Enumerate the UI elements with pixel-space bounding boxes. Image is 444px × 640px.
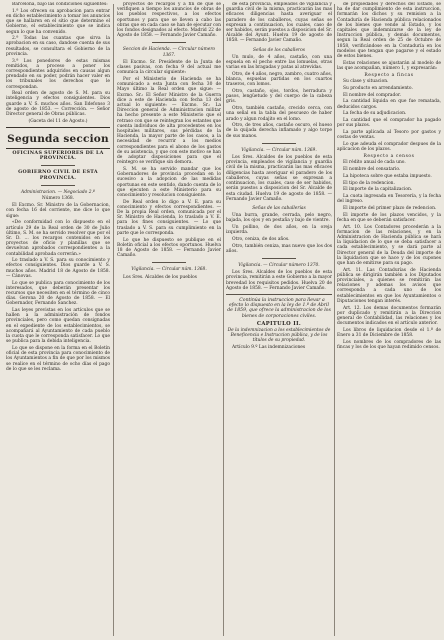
subsection-heading: GOBIERNO CIVIL DE ESTA PROVINCIA.: [18, 169, 98, 181]
list-item: Su clase y situacion.: [343, 79, 389, 85]
censos-list: [337, 160, 441, 223]
list-item: El importe del primer plazo de redencion.: [343, 205, 437, 211]
section-heading: Vigilancia. — Circular núm. 1369.: [241, 147, 317, 153]
paragraph: Artículo 9.º Las indemnizaciones: [232, 345, 306, 351]
list-item: La fecha de su adjudicacion.: [343, 111, 407, 117]
list-item: La hipoteca sobre que estaba impuesto.: [343, 173, 432, 179]
column-divider: [113, 4, 114, 636]
paragraph: Otro, también castaño, crecido cerca, con una señal en la tabla del pescuezo de haber arado y algun rodajito en el lomo.: [226, 106, 332, 122]
column-4: [337, 2, 441, 638]
paragraph: Los libros de liquidacion desde el 1.º de Enero a 31 de Diciembre de 1858.: [337, 327, 441, 339]
divider: [262, 143, 296, 144]
divider: [226, 294, 332, 295]
paragraph: Art. 12. Los demas documentos formarán por duplicado y remitirán a la Direccion general de Contabilidad, las relaciones y los documentos indicados en el artículo anterior.: [337, 305, 441, 327]
paragraph: Lo traslado a V. S. para su conocimiento y efectos consiguientes. Dios guarde a V. S. muchos años. Madrid 18 de Agosto de 1858. — Cánovas.: [6, 258, 110, 279]
gaceta-reference: (Gaceta del 11 de Agosto.): [28, 118, 88, 124]
negociado-label: Administracion. — Negociado 2.º: [21, 189, 95, 195]
paragraph: de esta provincia, empleados de vigilancia y guardia civil de la misma, practicarán las mas eficaces diligencias hasta averiguar el paradero de los caballeros, cuyas señas se expresan a continuacion, los cuales, caso de ser habidos, serán puestos a disposicion del Sr. Alcalde del Ayunt. Huelva 19 de agosto de 1858. — Fernando Javier Camaño.: [226, 2, 332, 44]
column-divider: [334, 4, 335, 636]
divider: [41, 165, 75, 166]
subsection-heading: OFICINAS SUPERIORES DE LA PROVINCIA.: [12, 149, 104, 162]
paragraph: Una burra, grande, cerrada, pelo negro, bajada, los ojos y en pestaña y bajo de vientre.: [226, 213, 332, 224]
paragraph: S. M. se ha servido mandar que los Gobernadores de provincia procedan en lo sucesivo a la adopcion de las medidas oportunas en este sentido, dando cuenta de lo que ejecuten a este Ministerio para su conocimiento y resolucion consiguiente.: [117, 166, 221, 198]
list-heading: Respecto a fincas: [364, 72, 414, 78]
paragraph: Estas relaciones se ajustarán al modelo de las que acompañan, número 1, y expresarán:: [337, 60, 441, 71]
list-item: La parte aplicada al Tesoro por gastos y costas de ventas.: [337, 129, 441, 141]
column-divider: [223, 4, 224, 636]
divider: [41, 185, 75, 186]
paragraph: «De conformidad con lo dispuesto en el artículo 29 de la Real orden de 30 de Julio último, S. M. se ha servido resolver que por el Sr. D. ... los recargos contenidos en los proyectos de oficio y planillas que se devuelvan aprobados correspondientes a la contabilidad aprobada correrán.»: [6, 220, 110, 257]
list-item: El rédito anual de cada uno.: [343, 160, 406, 166]
paragraph: Art. 11. Las Contadurías de Hacienda pública se dirigirán también a los Diputados provinciales, a quienes se remitirán las relaciones y ademas los avisos que corresponda a cada uno de los establecimientos en que los Ayuntamientos o Diputaciones tengan interés.: [337, 267, 441, 304]
paragraph: Barcelona, bajo las condiciones siguientes:: [12, 2, 108, 7]
divider: [152, 42, 186, 43]
paragraph: de propiedades y derechos del Estado, se ha de dar cumplimiento de esta instruccion, formarán los dichos y su remision a la Contaduría de Hacienda pública relacionados de los bienes que vende al Estado, y los capitales que indemnizarse de la ley de Instruccion pública, y demás documentos, segun la Real orden de 25 de Octubre de 1858, verificándose en la Contaduría en los modelos que tengan que pagarse y el estado de estos bienes.: [337, 2, 441, 60]
list-item: El tipo de la redencion.: [343, 180, 395, 186]
divider: [152, 262, 186, 263]
section-heading: Vigilancia. — Circular núm. 1368.: [131, 267, 207, 273]
paragraph: Por el Ministerio de Hacienda se ha comunicado a esta Junta con fecha 30 de Mayo último la Real orden que sigue: — Excmo. Sr.: El Señor Ministro de la Guerra dice a este de Hacienda con fecha 13 del actual lo siguiente: — Excmo. Sr.: La Direccion general de Administracion militar ha hecho presente a este Ministerio que el retraso con que se reintegran los estantes que cuenta individuos de alta procedentes en los hospitales militares, sus pérdidas de la Hacienda, la mayor parte de los casos, a la necesidad de recurrir a los medios correspondientes para el abono de los gastos de su asistencia, y que con este motivo se han de adoptar disposiciones para que el reintegro se verifique sin demora.: [117, 76, 221, 166]
paragraph: Los Sres. Alcaldes de los pueblos: [123, 274, 197, 280]
section-heading: Seccion de Hacienda. — Circular número 1367.: [122, 47, 216, 58]
section-title: Segunda seccion: [7, 132, 109, 145]
paragraph: Lo que se dispone en la forma en el Boletín oficial de esta provincia para conocimiento de los Ayuntamientos a fin de que por los mismos se realice en el término de ocho días el pago de lo que se les reclama.: [6, 345, 110, 372]
list-item: El importe de los plazos vencidos, y la fecha en que se deberán satisfacer.: [337, 212, 441, 223]
list-item: La cuota ingresada en Tesorería, y la fecha del ingreso.: [337, 194, 441, 205]
paragraph: Un pollino, de dos años, en la oreja izquierda.: [226, 225, 332, 236]
column-2: [117, 2, 221, 638]
column-1: [6, 2, 110, 638]
paragraph: 2.ª Todas las cuantas que sirva la aprobacion en su caso, dandose cuenta de sus resultados, se consultara el Gobierno de la provincia.: [6, 36, 110, 57]
paragraph: Otro, de tres años, castaño oscuro, el hueso de la quijada derecha inflamado y algo torpe de sus manos.: [226, 123, 332, 139]
list-item: El importe de la capitalizacion.: [343, 187, 413, 193]
paragraph: El Excmo. Sr. Ministro de la Gobernacion, con fecha 16 del corriente, me dice lo que sigue:: [6, 203, 110, 219]
paragraph: Otro, castaño, ojos, tordos, herradura y pasos, lengüetudo y del cuerpo de la cabeza gris.: [226, 89, 332, 105]
paragraph: Los Sres. Alcaldes de los pueblos de esta provincia, empleados de vigilancia y guardia civil de la misma, practicarán las mas eficaces diligencias hasta averiguar el paradero de los caballeros, cuyas señas se expresan a continuacion, los cuales, caso de ser habidos, serán puestos a disposicion del Sr. Alcalde de esta ciudad. Huelva 19 de agosto de 1858. — Fernando Javier Camaño.: [226, 155, 332, 202]
paragraph: Otro, también ceniza, mas nuevo que los dos años.: [226, 243, 332, 254]
instruction-heading: Continúa la instruccion para llevar a efecto lo dispuesto en la ley de 1.º de Abril de 1859, que ofrece la administracion de los bienes de corporaciones civiles.: [227, 298, 331, 319]
paragraph: De Real orden lo digo a V. E. para su conocimiento y efectos correspondientes. — De la propia Real orden, comunicada por el Sr. Ministro de Hacienda, lo traslado a V. E. para los fines consiguientes. — Lo que traslado a V. S. para su cumplimiento en la parte que le corresponda.: [117, 199, 221, 236]
paragraph: 3.ª Los ponedores de estas mismas remitidos, a proceso a poner los correspondientes adquiridos en causas algun prendado en su poder, podrán hacer valer en los tribunales los derechos que le correspondan.: [6, 58, 110, 90]
section-heading: Vigilancia. — Circular número 1370.: [238, 263, 320, 269]
divider: [262, 258, 296, 259]
section-heading: Señas de las caballerías: [252, 205, 306, 211]
paragraph: Un mulo, de 4 años, castaño, con una espuela en el pecho entre las lomuelas, otras varias en las bragadas y patas al atrevidas.: [226, 54, 332, 71]
divider: [6, 127, 110, 128]
list-item: La cantidad líquida en que fue rematada, deducidos cargos.: [337, 99, 441, 110]
chapter-title: CAPITULO II.: [256, 320, 302, 327]
paragraph: Real orden de agosto de S. M. para su inteligencia y efectos consiguientes. Dios guarde a V. S. muchos años. San Ildefonso 3 de agosto de 1853. — Corrección. — Señor Director general de Obras públicas.: [6, 91, 110, 118]
numero-label: Número 1368.: [41, 196, 75, 202]
chapter-subtitle: De la indemnizacion a los establecimientos de Beneficencia e Instruccion pública, y de los títulos de su propiedad.: [227, 328, 331, 344]
paragraph: Los Sres. Alcaldes de los pueblos de esta provincia, remitirán a este Gobierno a la mayor brevedad los requisitos pedidos. Huelva 20 de Agosto de 1858. — Fernando Javier Camaño.: [226, 270, 332, 291]
paragraph: Otro, de 4 años, negro, zambro, cuatro años, blanca, espuelas partidas en los cuartos traseros, con lomos.: [226, 71, 332, 88]
fincas-list: [337, 79, 441, 152]
paragraph: Las leyes previstas en los artículos que se hallen a la administración de fondos provinciales, pero como quedan consignadas en el expediente de los establecimientos, se acompañará al Ayuntamiento de cada pueblo la cuota que le corresponda satisfacer. Lo que se publica para la debida inteligencia.: [6, 308, 110, 345]
paragraph: 1.ª Los ofrecen su aprobacion para entrar en dicho establecimiento a tomar los anuncios que se hallaren en el sitio que determine el Gobierno, el establecimiento que se indica segun lo que ha convenido.: [6, 8, 110, 35]
list-item: Lo que adeuda el comprador despues de la aplicacion de los plazos.: [337, 141, 441, 153]
list-item: El nombre del censatario.: [343, 167, 401, 173]
paragraph: Art. 10. Los Contadores procederán a la formacion de las relaciones, y en la Administracion de Hacienda pública se hará la liquidacion de lo que se deba satisfacer a cada establecimiento, y se dará parte al Director general de la Deuda del importe de la liquidacion que se hace y de los cupones que han de emitirse para su pago.: [337, 224, 441, 266]
list-item: La cantidad que el comprador ha pagado por sus plazos.: [337, 118, 441, 129]
paragraph: Lo que se publica para conocimiento de los interesados, que deberán presentar los recursos que necesiten en el término de cinco días. Gerona 20 de Agosto de 1858. — El Gobernador, Fernando Sanchez.: [6, 280, 110, 307]
paragraph: Otro, ceniza, de dos años.: [232, 236, 290, 242]
list-item: Su producto en arrendamiento.: [343, 86, 413, 92]
list-heading: Respecto a censos: [363, 153, 415, 159]
paragraph: El Excmo. Sr. Presidente de la Junta de clases pasivas, con fecha 9 del actual me comunica la circular siguiente:: [117, 59, 221, 76]
divider: [6, 148, 110, 149]
section-heading: Señas de los caballeros: [252, 47, 306, 53]
paragraph: Los nombres de los compradores de las fincas y los de los que hayan redimido censos.: [337, 339, 441, 350]
paragraph: Lo que he dispuesto se publique en el Boletín oficial a los efectos oportunos. Huelva 18 de Agosto de 1858. — Fernando Javier Camaño.: [117, 237, 221, 259]
paragraph: proyectos de recargos y a fin de que se verifiquen a tiempo los anuncios de obras de los pueblos respectivos, a los efectos oportunos y para que se lleven a cabo las obras que en cada caso se han de ejecutar con los fondos designados al efecto. Madrid 22 de Agosto de 1858. — Fernando Javier Camaño.: [117, 2, 221, 39]
list-item: El nombre del comprador.: [343, 92, 402, 98]
column-3: [226, 2, 332, 638]
